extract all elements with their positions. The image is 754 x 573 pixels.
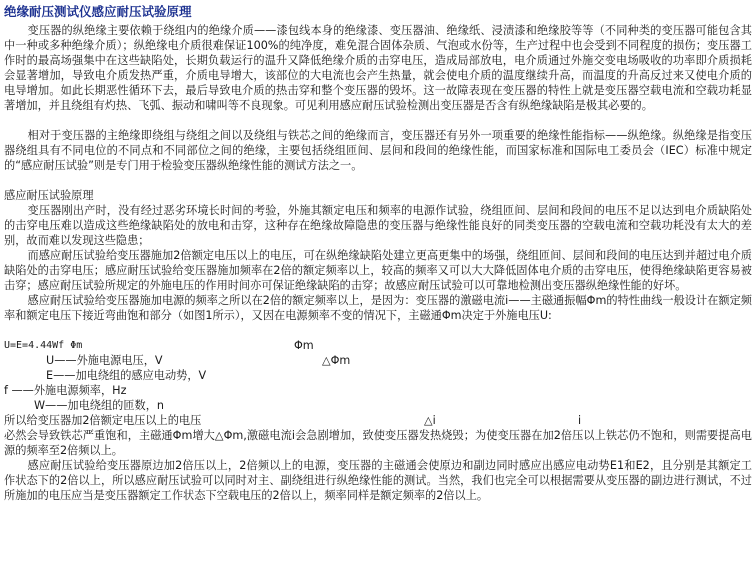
paragraph-new-transformer: 变压器刚出产时，没有经过恶劣环境长时间的考验，外施其额定电压和频率的电源作试验，绕组匝间、层间和段间的电压不足以达到电介质缺陷处的击穿电压难以造成这些绝缘缺陷处的放电和击穿，这种存在绝缘故障隐患的变压器与绝缘性能良好的同类变压器的空载电流和空载功耗没有太大的差别，故而难以发现这些隐患；: [4, 204, 752, 247]
article-title: 绝缘耐压测试仪感应耐压试验原理: [4, 4, 192, 19]
spacer: [4, 173, 752, 188]
u-definition-row: [4, 353, 752, 368]
phi-m-label: Φm: [294, 339, 314, 352]
paragraph-double-voltage: 而感应耐压试验给变压器施加2倍额定电压以上的电压，可在纵绝缘缺陷处建立更高更集中的场强，绕组匝间、层间和段间的电压达到并超过电介质缺陷处的击穿电压；感应耐压试验给变压器施加频率在2倍的额定频率以上，较高的频率又可以大大降低固体电介质的击穿电压，使得绝缘缺陷更容易被击穿；感应耐压试验所规定的外施电压的作用时间亦可保证绝缘缺陷的击穿；故感应耐压试验可以可靠地检测出变压器纵绝缘性能的好坏。: [4, 249, 752, 292]
paragraph-saturation: 必然会导致铁芯严重饱和，主磁通Φm增大△Φm,激磁电流i会急剧增加，致使变压器发热烧毁；为使变压器在加2倍压以上铁芯仍不饱和，则需要提高电源的频率至2倍频以上。: [4, 429, 752, 457]
conclusion-text: 所以给变压器加2倍额定电压以上的电压: [4, 414, 202, 427]
e-definition-row: [4, 368, 752, 383]
spacer: [4, 323, 752, 338]
paragraph-longitudinal-insulation-defects: 变压器的纵绝缘主要依赖于绕组内的绝缘介质——漆包线本身的绝缘漆、变压器油、绝缘纸、浸渍漆和绝缘胶等等（不同种类的变压器可能包含其中一种或多种绝缘介质）；纵绝缘电介质很难保证100%的纯净度，难免混合固体杂质、气泡或水份等，生产过程中也会受到不同程度的损伤；变压器工作时的最高场强集中在这些缺陷处，长期负载运行的温升又降低绝缘介质的击穿电压，造成局部放电，电介质通过外施交变电场吸收的功率即介质损耗会显著增加，导致电介质发热严重，介质电导增大，该部位的大电流也会产生热量，就会使电介质的温度继续升高，而温度的升高反过来又使电介质的电导增加。如此长期恶性循环下去，最后导致电介质的热击穿和整个变压器的毁坏。这一故障表现在变压器的特性上就是变压器空载电流和空载功耗显著增加，并且绕组有灼热、飞弧、振动和啸叫等不良现象。可见利用感应耐压试验检测出变压器是否含有纵绝缘缺陷是极其必要的。: [4, 24, 752, 112]
f-definition: f ——外施电源频率，Hz: [4, 384, 127, 397]
delta-i-label: △i: [424, 414, 436, 427]
paragraph-double-frequency: 感应耐压试验给变压器施加电源的频率之所以在2倍的额定频率以上，是因为：变压器的激磁电流i——主磁通振幅Φm的特性曲线一般设计在额定频率和额定电压下接近弯曲饱和部分（如图1所示），又因在电源频率不变的情况下，主磁通Φm决定于外施电压U:: [4, 294, 752, 322]
w-definition: W——加电绕组的匝数，n: [34, 399, 165, 412]
paragraph-primary-secondary: 感应耐压试验给变压器原边加2倍压以上，2倍频以上的电源，变压器的主磁通会使原边和副边同时感应出感应电动势E1和E2，且分别是其额定工作状态下的2倍以上，所以感应耐压试验可以同时对主、副绕组进行纵绝缘性能的测试。当然，我们也完全可以根据需要从变压器的副边进行测试，不过所施加的电压应当是变压器额定工作状态下空载电压的2倍以上，频率同样是额定频率的2倍以上。: [4, 459, 752, 502]
formula-row: [4, 338, 752, 353]
formula-equation: U=E=4.44Wf Φm: [4, 340, 83, 351]
f-definition-row: [4, 383, 752, 398]
e-definition: E——加电绕组的感应电动势，V: [46, 369, 207, 382]
spacer: [4, 113, 752, 128]
w-definition-row: [4, 398, 752, 413]
u-definition: U——外施电源电压，V: [46, 354, 163, 367]
delta-phi-label: △Φm: [322, 354, 351, 367]
conclusion-row: [4, 413, 752, 428]
i-label: i: [578, 414, 582, 427]
section-subtitle: 感应耐压试验原理: [4, 189, 94, 202]
paragraph-longitudinal-insulation-definition: 相对于变压器的主绝缘即绕组与绕组之间以及绕组与铁芯之间的绝缘而言，变压器还有另外一项重要的绝缘性能指标——纵绝缘。纵绝缘是指变压器绕组具有不同电位的不同点和不同部位之间的绝缘，主要包括绕组匝间、层间和段间的绝缘性能，而国家标准和国际电工委员会（IEC）标准中规定的“感应耐压试验”则是专门用于检验变压器纵绝缘性能的测试方法之一。: [4, 129, 752, 172]
